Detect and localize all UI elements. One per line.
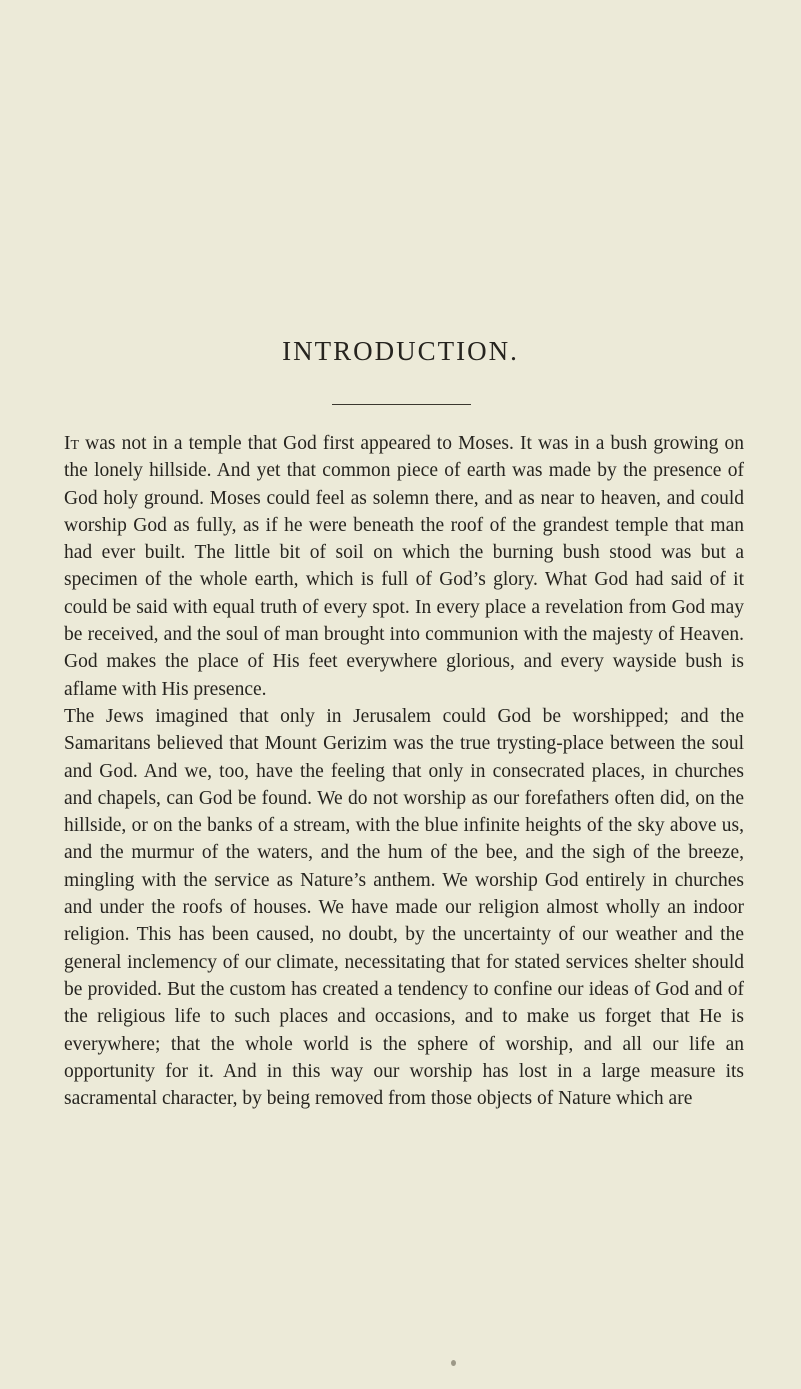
paragraph-1-lead: It — [64, 433, 80, 454]
title-divider — [332, 404, 471, 405]
chapter-title: INTRODUCTION. — [282, 336, 519, 366]
ink-speck — [451, 1360, 456, 1366]
paragraph-1-text: was not in a temple that God first appeared to Moses. It was in a bush growing on the lonely hillside. And yet that common piece of earth was made by the presence of God holy ground. Moses could feel as solemn there, and as near to heaven, and could worship God as fully, as if he were beneath the roof of the grandest temple that man had ever built. The little bit of soil on which the burning bush stood was but a specimen of the whole earth, which is full of God’s glory. What God had said of it could be said with equal truth of every spot. In every place a revelation from God may be received, and the soul of man brought into communion with the majesty of Heaven. God makes the place of His feet everywhere glorious, and every wayside bush is aflame with His presence. — [64, 433, 744, 700]
body-text — [64, 430, 744, 1112]
paragraph-2-text: The Jews imagined that only in Jerusalem could God be worshipped; and the Samaritans believed that Mount Gerizim was the true trysting-place between the soul and God. And we, too, have the feeling that only in consecrated places, in churches and chapels, can God be found. We do not worship as our forefathers often did, on the hillside, or on the banks of a stream, with the blue infinite heights of the sky above us, and the murmur of the waters, and the hum of the bee, and the sigh of the breeze, mingling with the service as Nature’s anthem. We worship God entirely in churches and under the roofs of houses. We have made our religion almost wholly an indoor religion. This has been caused, no doubt, by the uncertainty of our weather and the general inclemency of our climate, necessitating that for stated services shelter should be provided. But the custom has created a tendency to confine our ideas of God and of the religious life to such places and occasions, and to make us forget that He is everywhere; that the whole world is the sphere of worship, and all our life an opportunity for it. And in this way our worship has lost in a large measure its sacramental character, by being removed from those objects of Nature which are — [64, 705, 744, 1110]
paragraph-1 — [64, 430, 744, 703]
paragraph-2 — [64, 703, 744, 1112]
